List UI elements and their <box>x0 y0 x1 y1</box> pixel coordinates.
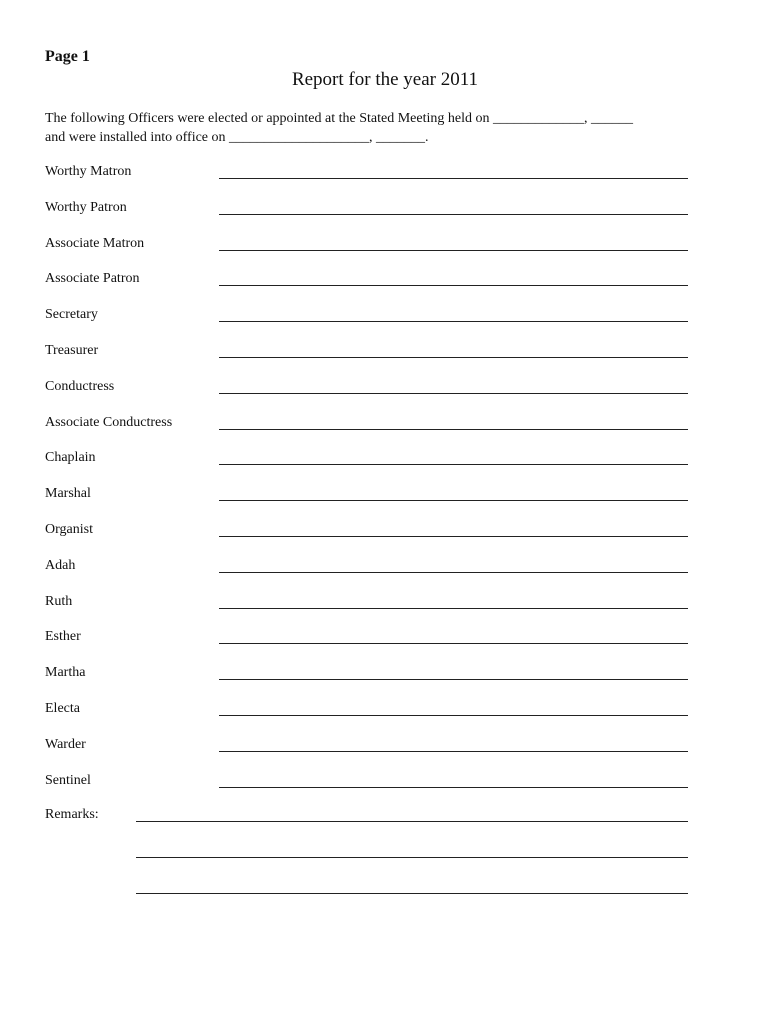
officer-name-line[interactable] <box>219 572 688 573</box>
officer-name-line[interactable] <box>219 357 688 358</box>
officer-label: Worthy Patron <box>45 199 127 215</box>
officer-name-line[interactable] <box>219 751 688 752</box>
officer-row-conductress <box>45 377 688 413</box>
report-title: Report for the year 2011 <box>291 69 479 90</box>
remarks-section <box>45 805 688 900</box>
officer-name-line[interactable] <box>219 429 688 430</box>
intro-paragraph <box>45 109 695 147</box>
intro-line-elected: The following Officers were elected or appointed at the Stated Meeting held on _____________, ______ <box>45 111 633 126</box>
officer-label: Associate Matron <box>45 235 145 251</box>
officer-name-line[interactable] <box>219 536 688 537</box>
officer-label: Adah <box>45 557 76 573</box>
officer-row-secretary <box>45 305 688 341</box>
remarks-line-1[interactable] <box>136 821 688 822</box>
officer-label: Esther <box>45 629 81 645</box>
officer-label: Electa <box>45 700 80 716</box>
officer-row-esther <box>45 627 688 663</box>
officer-row-associate-matron <box>45 234 688 270</box>
officer-row-organist <box>45 520 688 556</box>
officer-name-line[interactable] <box>219 393 688 394</box>
intro-line-installed: and were installed into office on ____________________, _______. <box>45 130 429 145</box>
officer-label: Secretary <box>45 307 98 323</box>
officer-row-marshal <box>45 484 688 520</box>
officer-row-associate-conductress <box>45 413 688 449</box>
officer-row-sentinel <box>45 771 688 807</box>
officer-label: Marshal <box>45 486 91 502</box>
page-number: Page 1 <box>45 48 90 65</box>
remarks-line-2[interactable] <box>136 857 688 858</box>
officer-name-line[interactable] <box>219 214 688 215</box>
officer-label: Treasurer <box>45 342 99 358</box>
officer-name-line[interactable] <box>219 250 688 251</box>
officer-label: Sentinel <box>45 772 91 788</box>
officer-row-associate-patron <box>45 269 688 305</box>
remarks-label: Remarks: <box>45 807 99 822</box>
officer-name-line[interactable] <box>219 679 688 680</box>
officer-label: Conductress <box>45 378 115 394</box>
officer-label: Warder <box>45 736 86 752</box>
officer-row-martha <box>45 663 688 699</box>
officer-name-line[interactable] <box>219 787 688 788</box>
officer-row-chaplain <box>45 448 688 484</box>
officer-row-warder <box>45 735 688 771</box>
officer-name-line[interactable] <box>219 464 688 465</box>
officer-name-line[interactable] <box>219 178 688 179</box>
officer-label: Ruth <box>45 593 73 609</box>
officer-label: Worthy Matron <box>45 164 132 179</box>
officer-name-line[interactable] <box>219 321 688 322</box>
officer-name-line[interactable] <box>219 500 688 501</box>
officer-label: Chaplain <box>45 450 96 466</box>
officer-row-electa <box>45 699 688 735</box>
officer-name-line[interactable] <box>219 285 688 286</box>
officer-label: Martha <box>45 665 86 681</box>
officer-name-line[interactable] <box>219 643 688 644</box>
officer-label: Organist <box>45 521 93 537</box>
officer-name-line[interactable] <box>219 715 688 716</box>
officer-row-ruth <box>45 592 688 628</box>
officer-name-line[interactable] <box>219 608 688 609</box>
officer-row-adah <box>45 556 688 592</box>
officer-label: Associate Patron <box>45 271 140 287</box>
officer-row-worthy-patron <box>45 198 688 234</box>
officer-row-treasurer <box>45 341 688 377</box>
remarks-line-3[interactable] <box>136 893 688 894</box>
officers-list <box>45 162 688 806</box>
officer-label: Associate Conductress <box>45 414 173 430</box>
officer-row-worthy-matron <box>45 162 688 198</box>
